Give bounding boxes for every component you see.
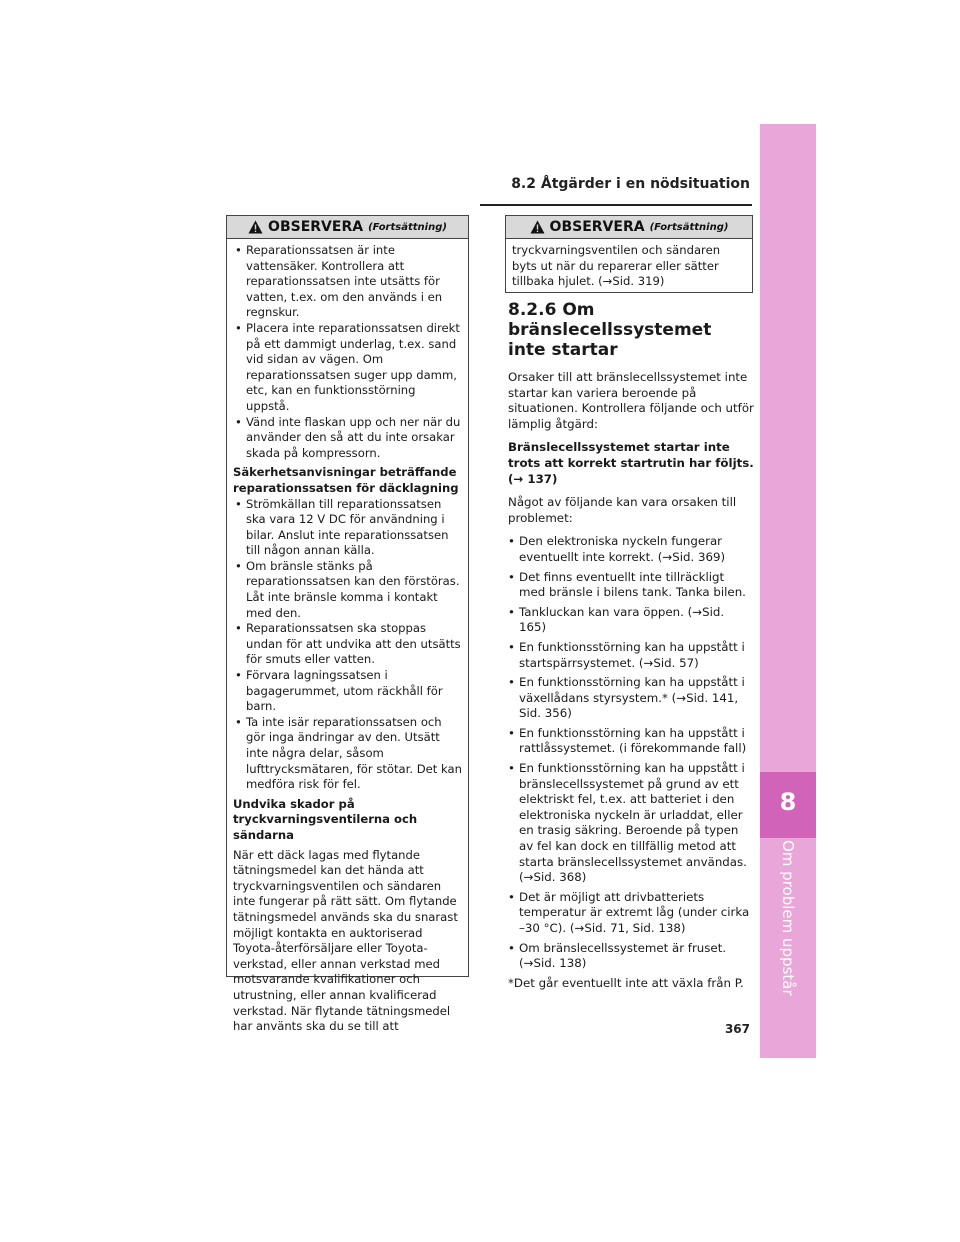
list-item: • En funktionsstörning kan ha uppstått i rattlåssystemet. (i förekommande fall)	[508, 726, 754, 757]
right-warning-box	[505, 215, 753, 293]
warning-body	[227, 239, 468, 1035]
warning-subheading: Säkerhetsanvisningar beträffande reparationssatsen för däcklagning	[233, 465, 459, 495]
warning-bullets-1	[233, 243, 462, 461]
warning-paragraph: När ett däck lagas med flytande tätningsmedel kan det hända att tryckvarningsventilen och sändaren inte fungerar på rätt sätt. Om flytande tätningsmedel används ska du snarast möjligt kontakta en auktoriserad Toyota-återförsäljare eller Toyota-verkstad, eller annan verkstad med motsvarande kvalifikationer och utrustning, eller annan kvalificerad verkstad. När flytande tätningsmedel har använts ska du se till att	[233, 847, 458, 1034]
warning-bullets-2	[233, 497, 462, 793]
page-header-title: 8.2 Åtgärder i en nödsituation	[511, 176, 750, 192]
warning-subheading: Undvika skador på tryckvarningsventilerna och sändarna	[233, 796, 418, 842]
warning-triangle-icon	[248, 220, 263, 234]
list-item: • Om bränsle stänks på reparationssatsen kan den förstöras. Låt inte bränsle komma i kontakt med den.	[233, 559, 462, 621]
chapter-number: 8	[779, 788, 797, 816]
left-warning-box	[226, 215, 469, 1034]
warning-body: tryckvarningsventilen och sändaren byts ut när du reparerar eller sätter tillbaka hjulet. (→Sid. 319)	[512, 243, 721, 289]
list-item: • Vänd inte flaskan upp och ner när du använder den så att du inte orsakar skada på kompressorn.	[233, 415, 462, 462]
list-item: • Den elektroniska nyckeln fungerar eventuellt inte korrekt. (→Sid. 369)	[508, 534, 754, 565]
list-item: • Det finns eventuellt inte tillräckligt med bränsle i bilens tank. Tanka bilen.	[508, 570, 754, 601]
header-rule	[480, 204, 752, 206]
warning-subtitle: (Fortsättning)	[368, 221, 447, 233]
cause-list	[508, 534, 754, 971]
section-content	[508, 300, 754, 991]
warning-header	[227, 216, 468, 239]
list-item: • En funktionsstörning kan ha uppstått i startspärrsystemet. (→Sid. 57)	[508, 640, 754, 671]
list-item: • Det är möjligt att drivbatteriets temperatur är extremt låg (under cirka –30 °C). (→Sid. 71, Sid. 138)	[508, 890, 754, 937]
warning-triangle-icon	[530, 220, 545, 234]
list-item: • Placera inte reparationssatsen direkt på ett dammigt underlag, t.ex. sand vid sidan av vägen. Om reparationssatsen suger upp damm, etc, kan en funktionsstörning uppstå.	[233, 321, 462, 415]
section-title: 8.2.6 Om bränslecellssystemet inte startar	[508, 300, 712, 360]
list-item: • Tankluckan kan vara öppen. (→Sid. 165)	[508, 605, 754, 636]
list-item: • Om bränslecellssystemet är fruset. (→Sid. 138)	[508, 941, 754, 972]
chapter-title: Om problem uppstår	[779, 840, 797, 996]
warning-header	[506, 216, 752, 239]
list-item: • Reparationssatsen ska stoppas undan för att undvika att den utsätts för smuts eller vatten.	[233, 621, 462, 668]
list-item: • Ta inte isär reparationssatsen och gör inga ändringar av den. Utsätt inte några delar, såsom lufttrycksmätaren, för stötar. Det kan medföra risk för fel.	[233, 715, 462, 793]
footnote: *Det går eventuellt inte att växla från P.	[508, 975, 744, 990]
page-number: 367	[724, 1022, 750, 1036]
list-item: • Reparationssatsen är inte vattensäker. Kontrollera att reparationssatsen inte utsätts för vatten, t.ex. om den används i en regnskur.	[233, 243, 462, 321]
section-intro: Orsaker till att bränslecellssystemet inte startar kan variera beroende på situationen. Kontrollera följande och utför lämplig åtgärd:	[508, 370, 754, 431]
list-item: • En funktionsstörning kan ha uppstått i bränslecellssystemet på grund av ett elektriskt fel, t.ex. att batteriet i den elektroniska nyckeln är urladdat, eller en trasig säkring. Beroende på typen av fel kan dock en tillfällig metod att starta bränslecellssystemet användas. (→Sid. 368)	[508, 761, 754, 886]
section-lead: Något av följande kan vara orsaken till problemet:	[508, 495, 737, 525]
warning-title: OBSERVERA	[268, 219, 364, 235]
list-item: • Strömkällan till reparationssatsen ska vara 12 V DC för användning i bilar. Anslut inte reparationssatsen till någon annan källa.	[233, 497, 462, 559]
warning-subtitle: (Fortsättning)	[649, 221, 729, 233]
warning-title: OBSERVERA	[549, 219, 645, 235]
section-bold-heading: Bränslecellssystemet startar inte trots att korrekt startrutin har följts. (→ 137)	[508, 440, 754, 486]
list-item: • En funktionsstörning kan ha uppstått i växellådans styrsystem.* (→Sid. 141, Sid. 356)	[508, 675, 754, 722]
list-item: • Förvara lagningssatsen i bagagerummet, utom räckhåll för barn.	[233, 668, 462, 715]
